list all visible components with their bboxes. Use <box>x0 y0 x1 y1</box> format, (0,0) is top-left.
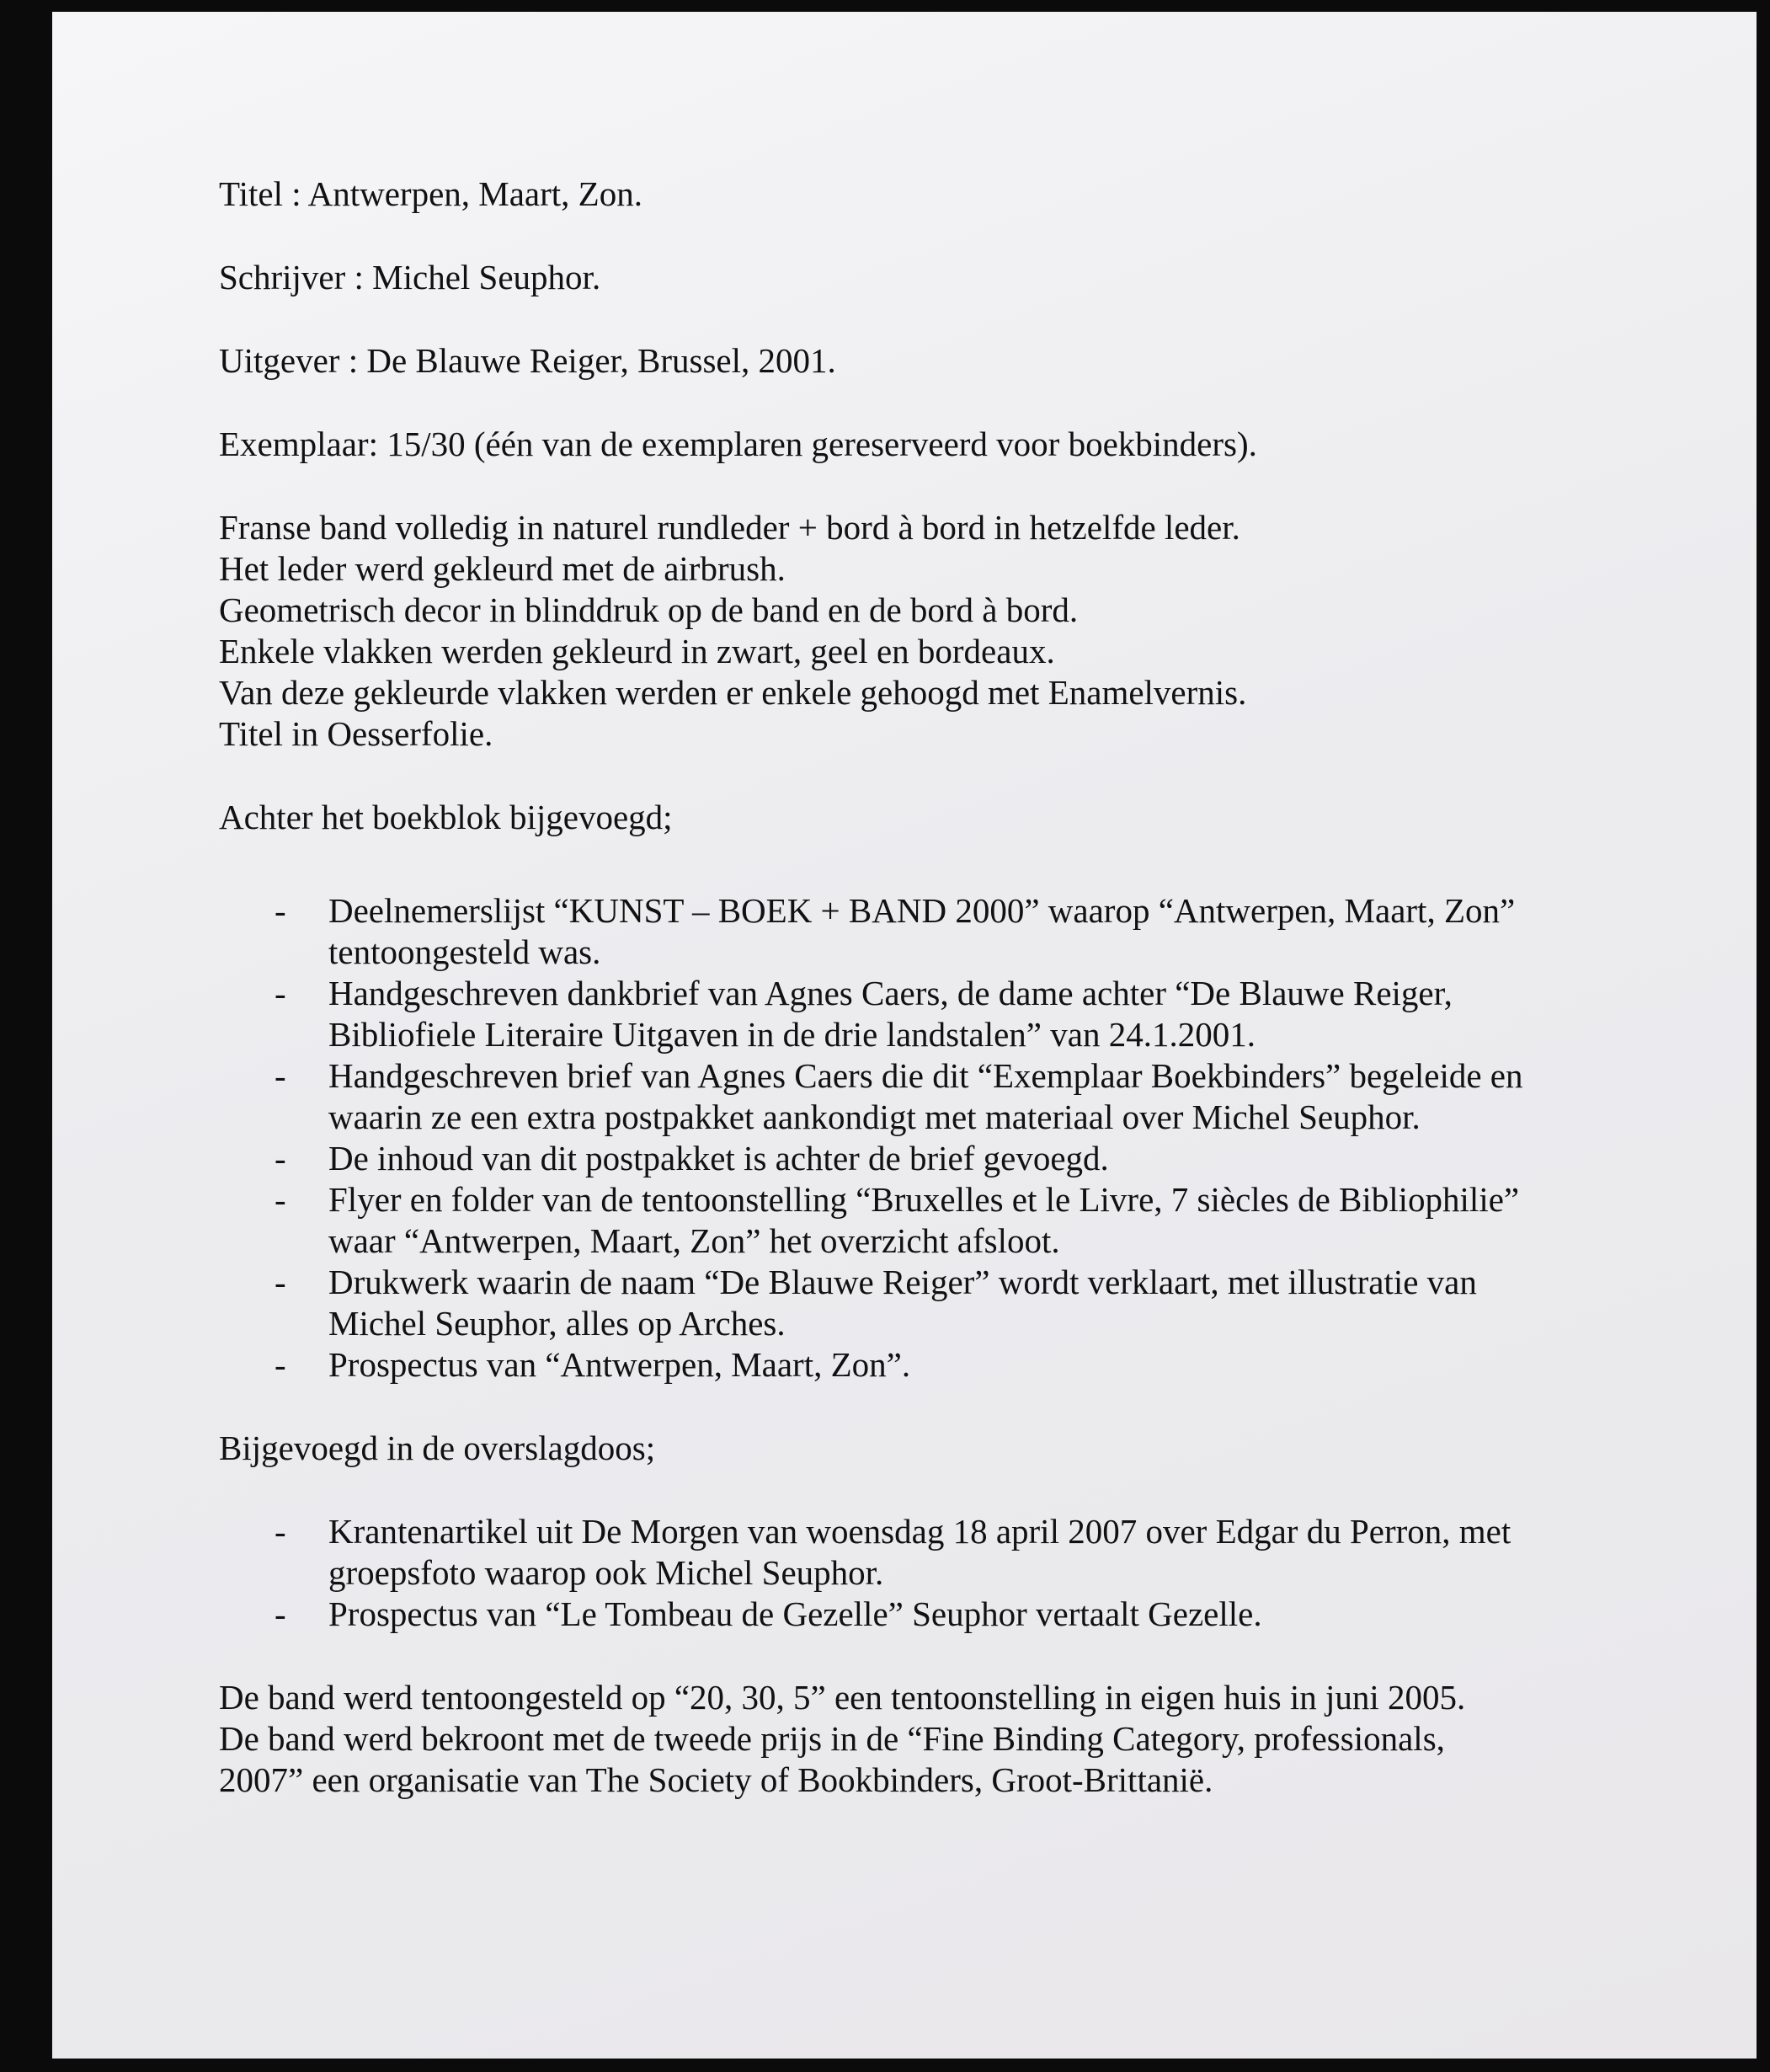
closing-paragraph <box>219 1677 1701 1801</box>
closing-line: De band werd bekroont met de tweede prijs in de “Fine Binding Category, professionals, <box>219 1719 1445 1758</box>
list-dash: - <box>275 1345 286 1384</box>
author-line: Schrijver : Michel Seuphor. <box>219 258 601 296</box>
list-item: - Handgeschreven dankbrief van Agnes Caers, de dame achter “De Blauwe Reiger, Bibliofiele Literaire Uitgaven in de drie landstalen” van 24.1.2001. <box>275 974 1453 1054</box>
binding-line: Franse band volledig in naturel rundleder + bord à bord in hetzelfde leder. <box>219 508 1240 547</box>
list-item: - Deelnemerslijst “KUNST – BOEK + BAND 2000” waarop “Antwerpen, Maart, Zon” tentoongesteld was. <box>275 891 1516 971</box>
list-item: - Prospectus van “Le Tombeau de Gezelle” Seuphor vertaalt Gezelle. <box>275 1594 1262 1633</box>
list-item: - De inhoud van dit postpakket is achter de brief gevoegd. <box>275 1139 1109 1178</box>
binding-line: Enkele vlakken werden gekleurd in zwart, geel en bordeaux. <box>219 632 1055 670</box>
binding-line: Titel in Oesserfolie. <box>219 714 493 753</box>
closing-line: 2007” een organisatie van The Society of Bookbinders, Groot-Brittanië. <box>219 1760 1213 1799</box>
list-dash: - <box>275 1263 286 1301</box>
binding-line: Van deze gekleurde vlakken werden er enkele gehoogd met Enamelvernis. <box>219 673 1247 712</box>
document-page <box>52 12 1757 2059</box>
list-item: - Drukwerk waarin de naam “De Blauwe Reiger” wordt verklaart, met illustratie van Michel Seuphor, alles op Arches. <box>275 1263 1477 1343</box>
binding-line: Het leder werd gekleurd met de airbrush. <box>219 549 786 588</box>
bookblock-list <box>275 890 1701 1386</box>
list-dash: - <box>275 1139 286 1178</box>
list-dash: - <box>275 891 286 930</box>
binding-line: Geometrisch decor in blinddruk op de band en de bord à bord. <box>219 590 1079 629</box>
list-item: - Prospectus van “Antwerpen, Maart, Zon”. <box>275 1345 911 1384</box>
list-dash: - <box>275 1512 286 1551</box>
section-heading-box: Bijgevoegd in de overslagdoos; <box>219 1429 656 1467</box>
list-item: - Handgeschreven brief van Agnes Caers die dit “Exemplaar Boekbinders” begeleide en waarin ze een extra postpakket aankondigt met materiaal over Michel Seuphor. <box>275 1056 1523 1136</box>
list-dash: - <box>275 1594 286 1633</box>
document-body <box>219 174 1701 1801</box>
box-list <box>275 1511 1701 1635</box>
list-item: - Krantenartikel uit De Morgen van woensdag 18 april 2007 over Edgar du Perron, met groepsfoto waarop ook Michel Seuphor. <box>275 1512 1511 1592</box>
section-heading-bookblock: Achter het boekblok bijgevoegd; <box>219 798 673 836</box>
list-dash: - <box>275 1056 286 1095</box>
list-dash: - <box>275 1180 286 1219</box>
title-line: Titel : Antwerpen, Maart, Zon. <box>219 174 642 213</box>
publisher-line: Uitgever : De Blauwe Reiger, Brussel, 2001. <box>219 341 836 380</box>
closing-line: De band werd tentoongesteld op “20, 30, 5” een tentoonstelling in eigen huis in juni 2005. <box>219 1678 1466 1717</box>
list-item: - Flyer en folder van de tentoonstelling “Bruxelles et le Livre, 7 siècles de Bibliophilie” waar “Antwerpen, Maart, Zon” het overzicht afsloot. <box>275 1180 1520 1260</box>
list-dash: - <box>275 974 286 1012</box>
binding-description <box>219 507 1701 755</box>
copy-line: Exemplaar: 15/30 (één van de exemplaren gereserveerd voor boekbinders). <box>219 425 1257 463</box>
